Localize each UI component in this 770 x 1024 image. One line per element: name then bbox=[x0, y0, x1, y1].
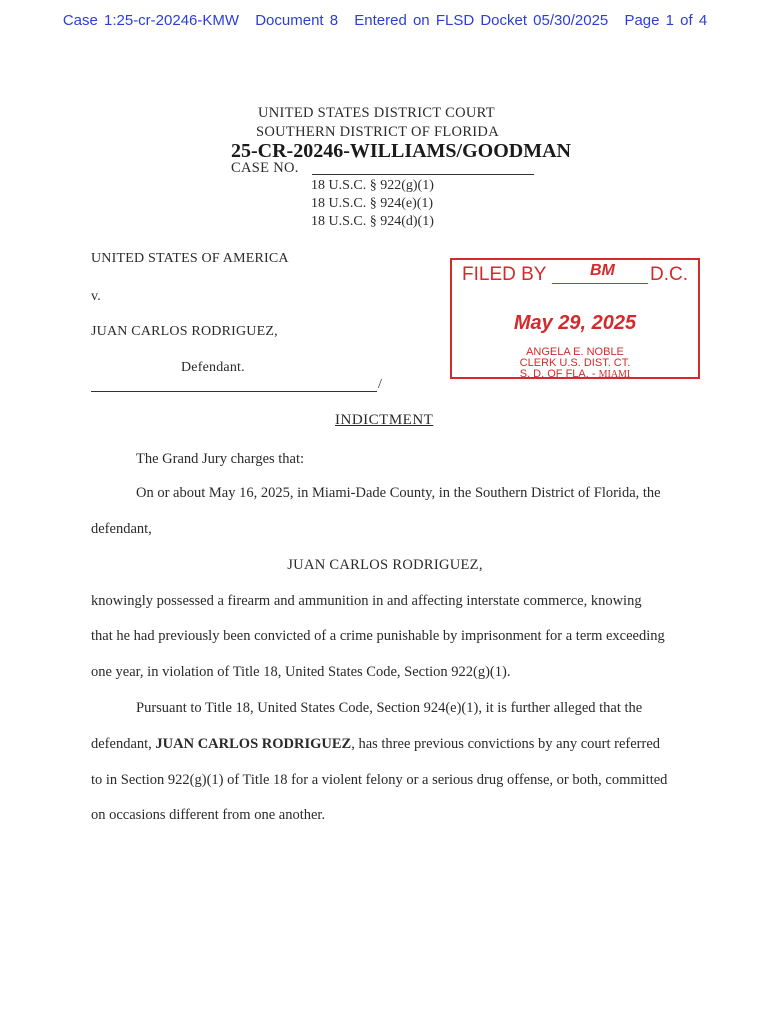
clerk-city: MIAMI bbox=[598, 369, 631, 380]
docket-case-number: Case 1:25-cr-20246-KMW bbox=[62, 12, 240, 29]
p3-line2 bbox=[91, 736, 660, 753]
p3-line3: to in Section 922(g)(1) of Title 18 for a violent felony or a serious drug offense, or both, committed bbox=[91, 772, 668, 788]
statute-1: 18 U.S.C. § 922(g)(1) bbox=[311, 178, 434, 193]
intro-line: The Grand Jury charges that: bbox=[136, 451, 305, 467]
filed-stamp bbox=[450, 258, 700, 379]
p2-line1: knowingly possessed a firearm and ammunition in and affecting interstate commerce, knowing bbox=[91, 593, 642, 609]
case-number: 25-CR-20246-WILLIAMS/GOODMAN bbox=[231, 140, 571, 162]
clerk-district-text: S. D. OF FLA. - bbox=[519, 368, 596, 380]
caption-slash: / bbox=[378, 377, 383, 392]
p2-line2: that he had previously been convicted of a crime punishable by imprisonment for a term exceeding bbox=[91, 628, 665, 644]
p3-line4: on occasions different from one another. bbox=[91, 807, 326, 823]
defendant-name-center: JUAN CARLOS RODRIGUEZ, bbox=[287, 557, 483, 573]
caption-defendant-label: Defendant. bbox=[181, 360, 245, 375]
filed-by-line bbox=[552, 283, 648, 284]
statute-3: 18 U.S.C. § 924(d)(1) bbox=[311, 214, 434, 229]
p1-line2: defendant, bbox=[91, 521, 152, 537]
p3-line2-pre: defendant, bbox=[91, 736, 152, 752]
p3-line1: Pursuant to Title 18, United States Code, Section 924(e)(1), it is further alleged that the bbox=[136, 700, 643, 716]
statute-2: 18 U.S.C. § 924(e)(1) bbox=[311, 196, 434, 211]
caption-defendant: JUAN CARLOS RODRIGUEZ, bbox=[91, 324, 278, 339]
p3-line2-post: , has three previous convictions by any court referred bbox=[351, 736, 661, 752]
p1-line1: On or about May 16, 2025, in Miami-Dade County, in the Southern District of Florida, the bbox=[136, 485, 661, 501]
caption-plaintiff: UNITED STATES OF AMERICA bbox=[91, 251, 289, 266]
court-name-line1: UNITED STATES DISTRICT COURT bbox=[258, 105, 495, 121]
filed-by-label: FILED BY bbox=[462, 264, 547, 285]
docket-page: Page 1 of 4 bbox=[624, 12, 708, 29]
filed-dc: D.C. bbox=[650, 264, 688, 285]
clerk-district bbox=[452, 368, 698, 381]
p3-defendant-name: JUAN CARLOS RODRIGUEZ bbox=[155, 736, 352, 752]
docket-document: Document 8 bbox=[255, 12, 339, 29]
indictment-title: INDICTMENT bbox=[335, 412, 434, 428]
caption-rule bbox=[91, 391, 377, 392]
docket-header bbox=[0, 12, 770, 29]
clerk-title: CLERK U.S. DIST. CT. bbox=[519, 357, 631, 369]
clerk-name: ANGELA E. NOBLE bbox=[526, 346, 624, 358]
docket-entered: Entered on FLSD Docket 05/30/2025 bbox=[354, 12, 609, 29]
filed-date: May 29, 2025 bbox=[513, 312, 637, 334]
caption-versus: v. bbox=[91, 289, 101, 304]
court-name-line2: SOUTHERN DISTRICT OF FLORIDA bbox=[256, 124, 499, 140]
case-no-label: CASE NO. bbox=[231, 160, 299, 176]
case-no-rule bbox=[312, 174, 534, 175]
filed-initials: BM bbox=[590, 262, 615, 279]
p2-line3: one year, in violation of Title 18, United States Code, Section 922(g)(1). bbox=[91, 664, 511, 680]
